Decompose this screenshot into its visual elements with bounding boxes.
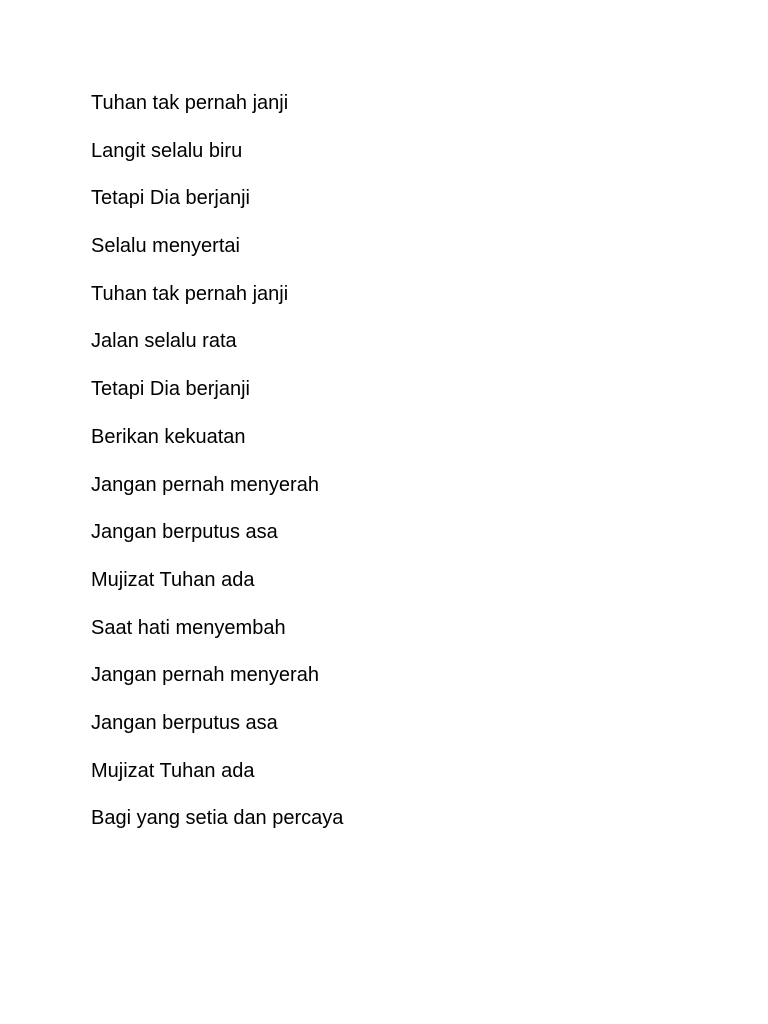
- lyric-line: Tetapi Dia berjanji: [91, 378, 250, 401]
- lyric-line: Langit selalu biru: [91, 139, 243, 162]
- lyric-line: Jalan selalu rata: [91, 330, 237, 353]
- lyric-line: Saat hati menyembah: [91, 616, 286, 639]
- lyric-line: Tuhan tak pernah janji: [91, 92, 289, 114]
- lyric-line: Bagi yang setia dan percaya: [91, 807, 344, 830]
- lyric-line: Tuhan tak pernah janji: [91, 282, 289, 305]
- lyric-line: Selalu menyertai: [91, 235, 240, 258]
- lyric-line: Mujizat Tuhan ada: [91, 568, 255, 591]
- lyric-line: Mujizat Tuhan ada: [91, 759, 255, 782]
- lyric-line: Jangan berputus asa: [91, 711, 278, 734]
- lyric-line: Berikan kekuatan: [91, 425, 246, 448]
- lyrics-text: [91, 92, 343, 855]
- lyric-line: Jangan berputus asa: [91, 521, 278, 544]
- lyric-line: Tetapi Dia berjanji: [91, 187, 250, 210]
- lyric-line: Jangan pernah menyerah: [91, 664, 319, 687]
- lyric-line: Jangan pernah menyerah: [91, 473, 319, 496]
